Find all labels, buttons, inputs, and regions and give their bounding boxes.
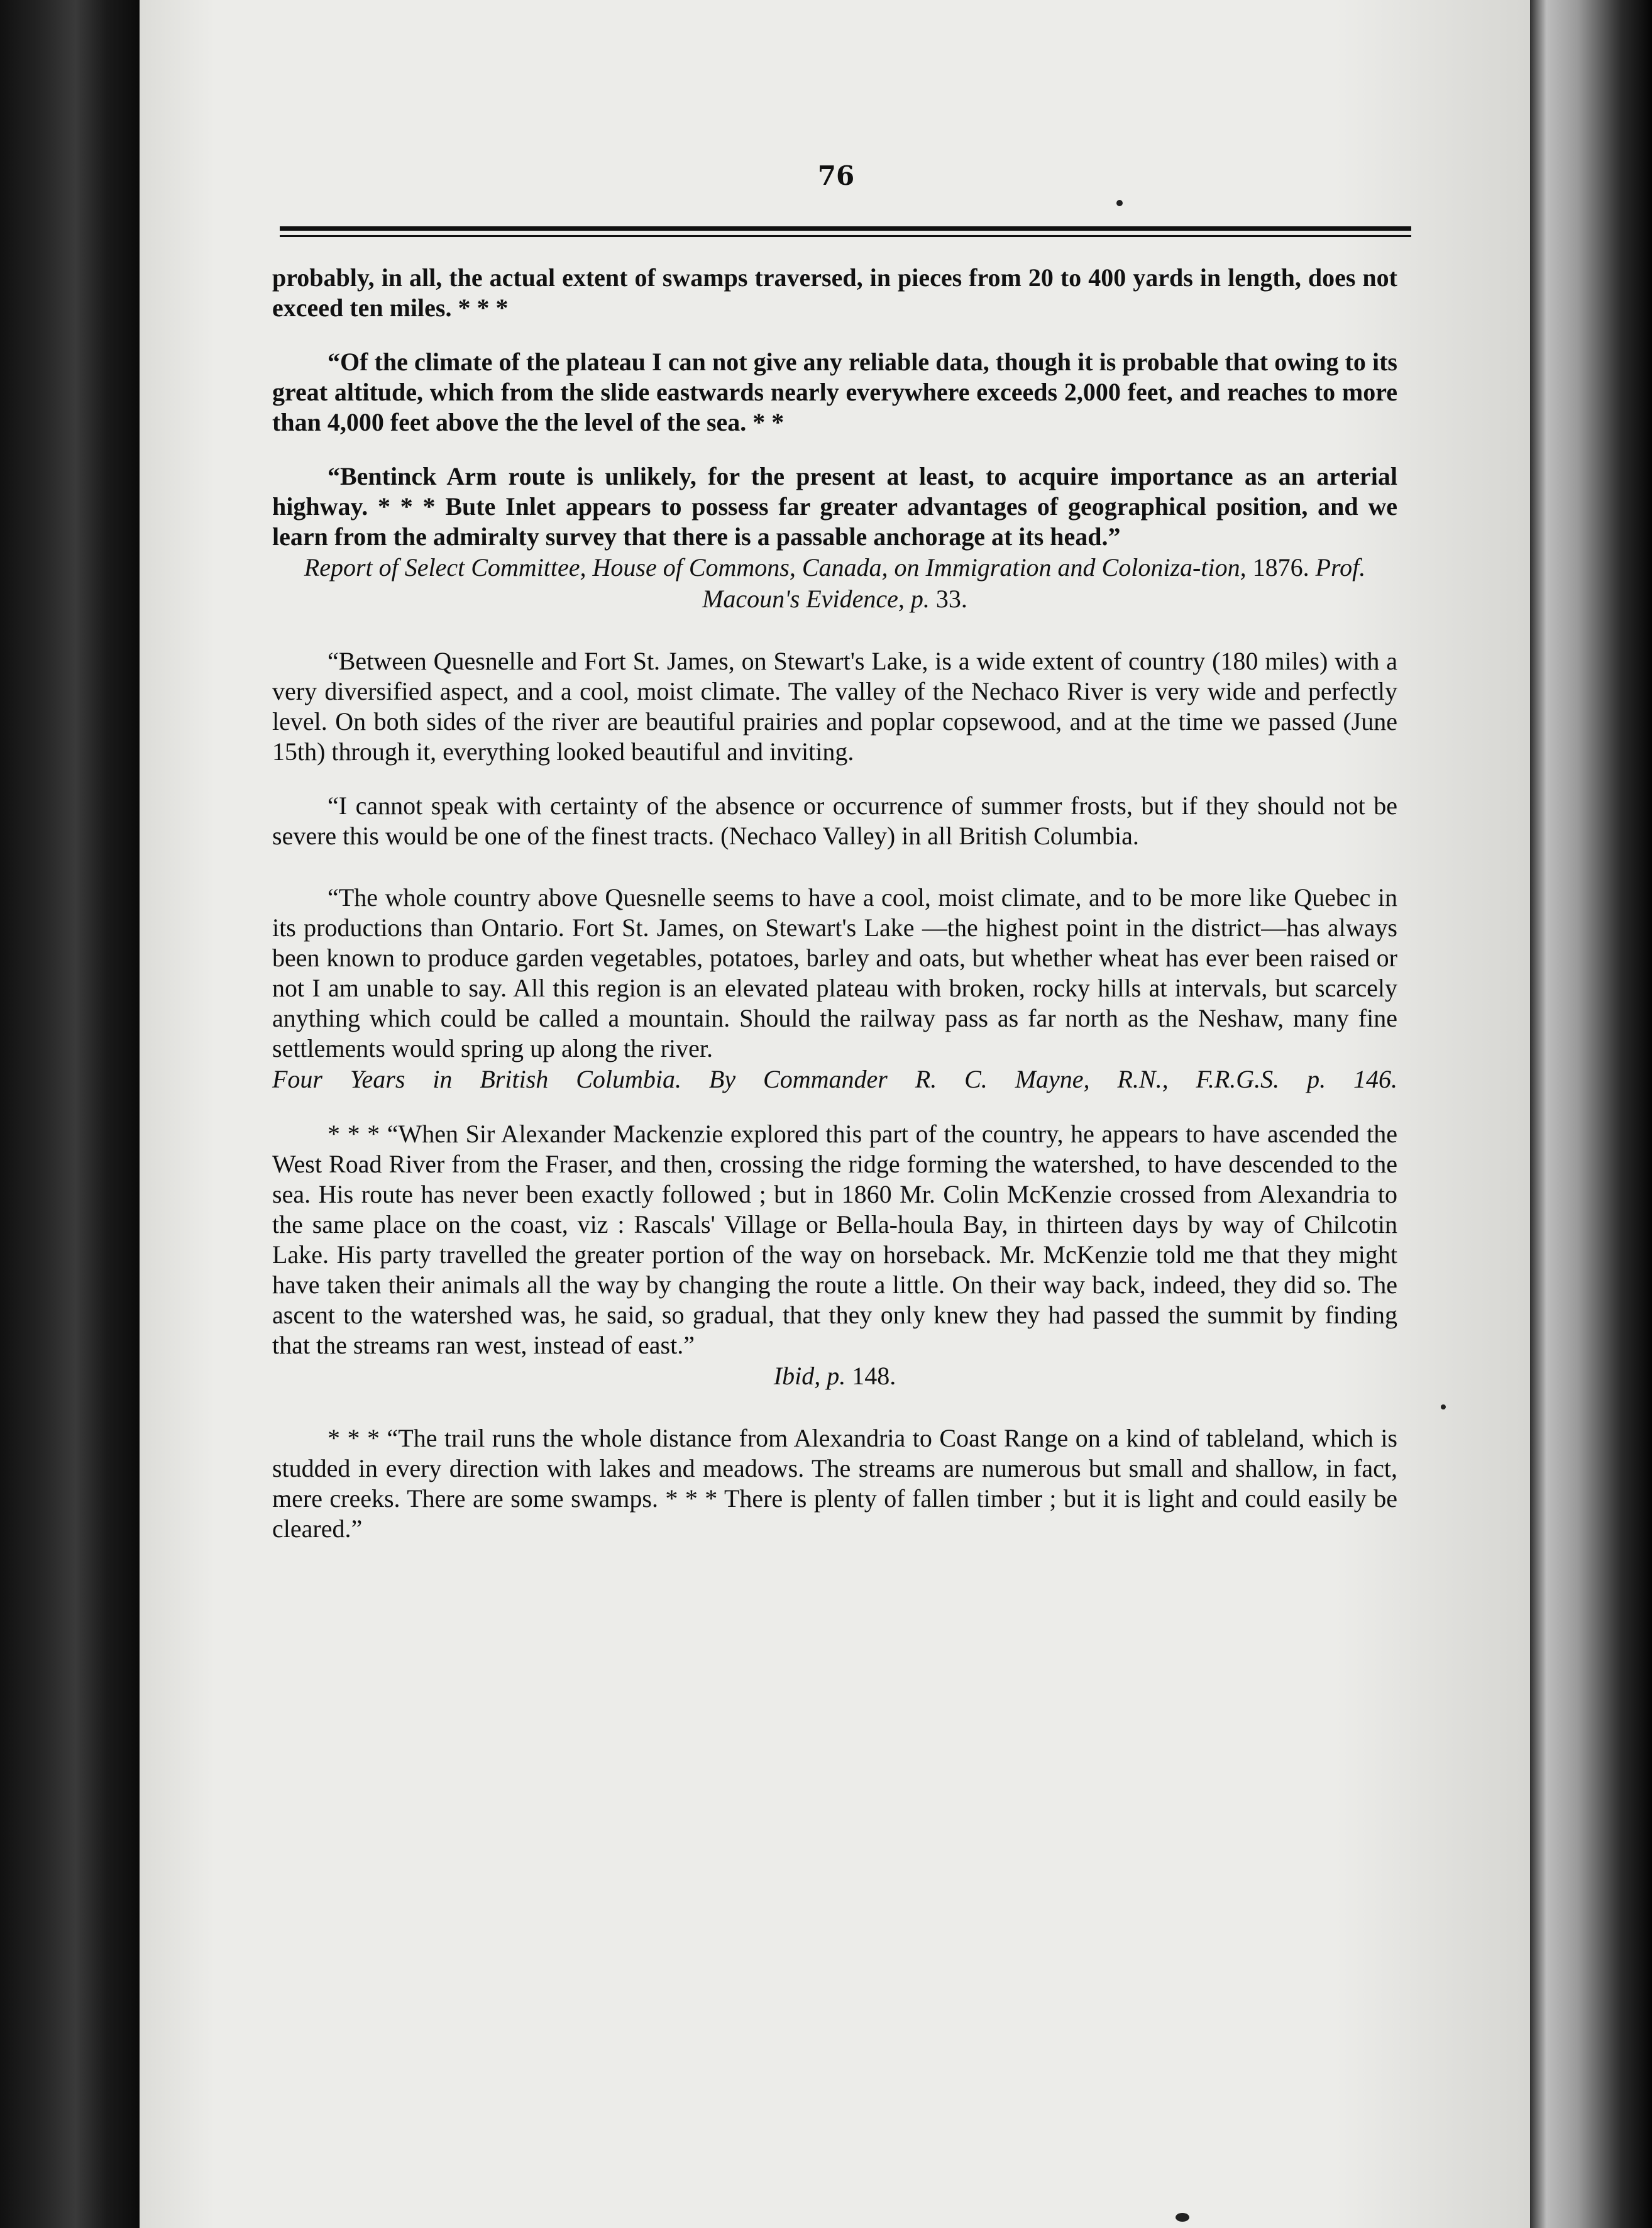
paragraph-climate-plateau: “Of the climate of the plateau I can not give any reliable data, though it is probable that owing to its great altitude, which from the slide eastwards nearly everywhere exceeds 2,000 feet, and reaches to more than 4,000 feet above the the level of the sea. * * bbox=[272, 348, 1397, 436]
speck-mark bbox=[1176, 2213, 1189, 2222]
citation-ibid bbox=[272, 1360, 1397, 1392]
ibid-page: 148. bbox=[845, 1362, 896, 1390]
header-rule-thick bbox=[280, 226, 1411, 231]
paragraph-mackenzie: * * * “When Sir Alexander Mackenzie explored this part of the country, he appears to have ascended the West Road River from the Fraser, and then, crossing the ridge forming the watershed, to have descended to the sea. His route has never been exactly followed ; but in 1860 Mr. Colin McKenzie crossed from Alexandria to the same place on the coast, viz : Rascals' Village or Bella-houla Bay, in thirteen days by way of Chilcotin Lake. His party travelled the greater portion of the way on horseback. Mr. McKenzie told me that they might have taken their animals all the way by changing the route a little. On their way back, indeed, they did so. The ascent to the watershed was, he said, so gradual, that they only knew they had passed the summit by finding that the streams ran west, instead of east.” bbox=[272, 1120, 1397, 1359]
paragraph-quesnelle-fort-st-james: “Between Quesnelle and Fort St. James, on Stewart's Lake, is a wide extent of country (180 miles) with a very diversified aspect, and a cool, moist climate. The valley of the Nechaco River is very wide and perfectly level. On both sides of the river are beautiful prairies and poplar copsewood, and at the time we passed (June 15th) through it, everything looked beautiful and inviting. bbox=[272, 647, 1397, 766]
next-page-edge bbox=[1528, 0, 1652, 2228]
citation-evidence: Prof. Macoun's Evidence, p. bbox=[702, 553, 1366, 613]
citation-page: 33. bbox=[929, 585, 967, 613]
speck-mark bbox=[1441, 1404, 1446, 1409]
paragraph-summer-frosts: “I cannot speak with certainty of the absence or occurrence of summer frosts, but if they should not be severe this would be one of the finest tracts. (Nechaco Valley) in all British Columbia. bbox=[272, 791, 1397, 850]
paragraph-bentinck-arm: “Bentinck Arm route is unlikely, for the present at least, to acquire importance as an arterial highway. * * * Bute Inlet appears to possess far greater advantages of geographical position, and we learn from the admiralty survey that there is a passable anchorage at its head.” bbox=[272, 462, 1397, 551]
paragraph-swamps: probably, in all, the actual extent of swamps traversed, in pieces from 20 to 400 yards in length, does not exceed ten miles. * * * bbox=[272, 263, 1397, 322]
paragraph-whole-country: “The whole country above Quesnelle seems to have a cool, moist climate, and to be more like Quebec in its productions than Ontario. Fort St. James, on Stewart's Lake —the highest point in the district—has always been known to produce garden vegetables, potatoes, barley and oats, but whether wheat has ever been raised or not I am unable to say. All this region is an elevated plateau with broken, rocky hills at intervals, but scarcely anything which could be called a mountain. Should the railway pass as far north as the Neshaw, many fine settlements would spring up along the river. bbox=[272, 883, 1397, 1062]
page-number: 76 bbox=[817, 160, 855, 191]
header-rule-thin bbox=[280, 235, 1411, 237]
citation-title: Report of Select Committee, House of Commons, Canada, on Immigration and Coloniza-tion, bbox=[304, 553, 1247, 582]
ibid-label: Ibid, p. bbox=[773, 1362, 846, 1390]
citation-year: 1876. bbox=[1246, 553, 1316, 582]
binding-shadow-left bbox=[0, 0, 138, 2228]
citation-four-years: Four Years in British Columbia. By Commander R. C. Mayne, R.N., F.R.G.S. p. 146. bbox=[272, 1065, 1397, 1093]
speck-mark bbox=[1116, 200, 1123, 206]
citation-select-committee bbox=[272, 552, 1397, 615]
page-body bbox=[272, 263, 1397, 1544]
paragraph-trail: * * * “The trail runs the whole distance from Alexandria to Coast Range on a kind of tableland, which is studded in every direction with lakes and meadows. The streams are numerous but small and shallow, in fact, mere creeks. There are some swamps. * * * There is plenty of fallen timber ; but it is light and could easily be cleared.” bbox=[272, 1424, 1397, 1543]
